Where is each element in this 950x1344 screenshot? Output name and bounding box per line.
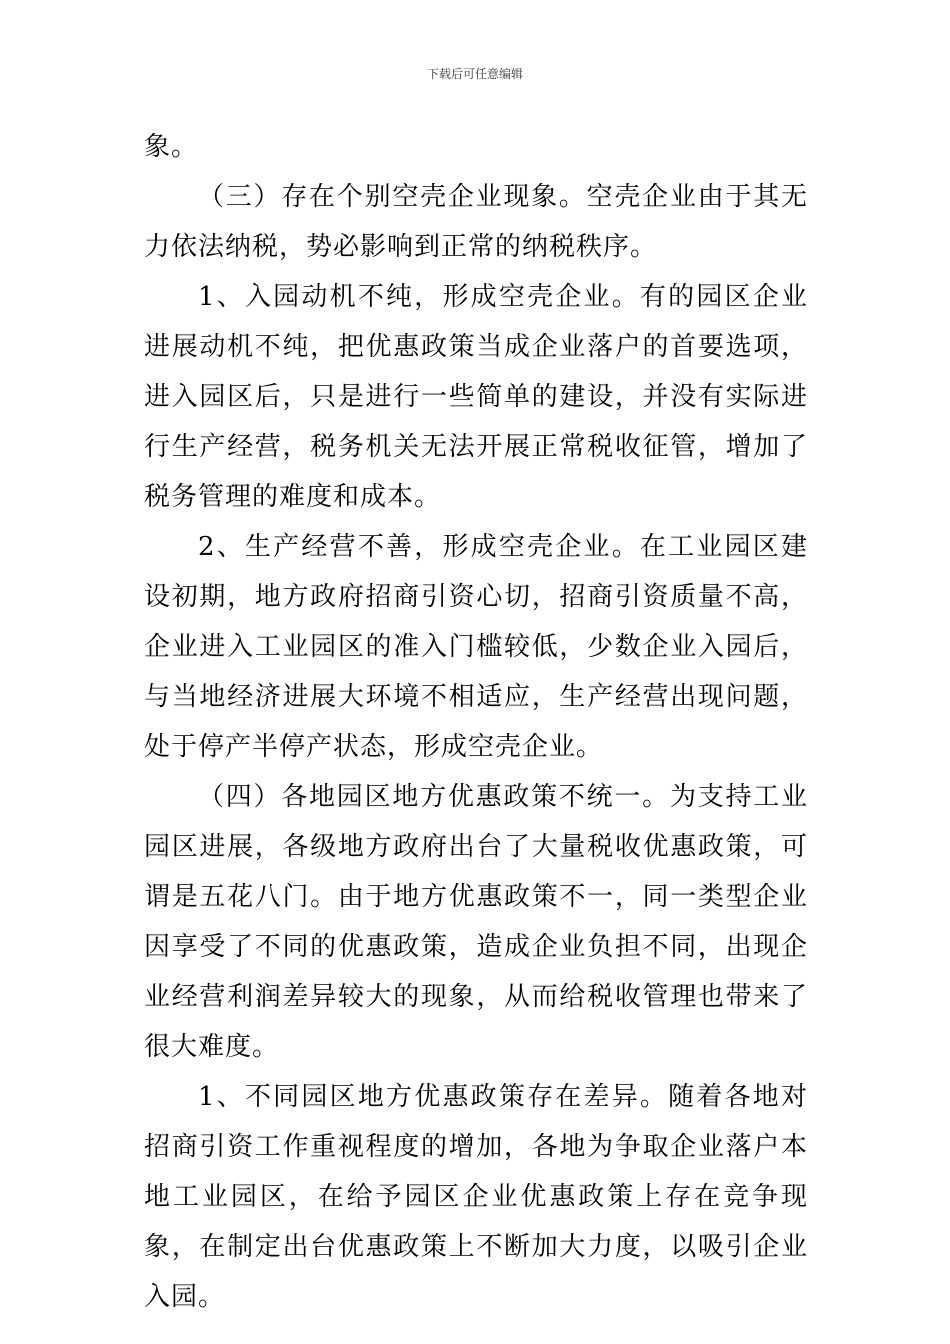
paragraph-continuation: 象。 — [144, 132, 199, 162]
paragraph-section-3-item-1: 1、入园动机不纯，形成空壳企业。有的园区企业进展动机不纯，把优惠政策当成企业落户的首要选项，进入园区后，只是进行一些简单的建设，并没有实际进行生产经营，税务机关无法开展正常税收征管，增加了税务管理的难度和成本。 — [144, 282, 808, 512]
paragraph-section-3-item-2: 2、生产经营不善，形成空壳企业。在工业园区建设初期，地方政府招商引资心切，招商引资质量不高，企业进入工业园区的准入门槛较低，少数企业入园后，与当地经济进展大环境不相适应，生产经营出现问题，处于停产半停产状态，形成空壳企业。 — [144, 532, 808, 762]
paragraph-section-4: （四）各地园区地方优惠政策不统一。为支持工业园区进展，各级地方政府出台了大量税收优惠政策，可谓是五花八门。由于地方优惠政策不一，同一类型企业因享受了不同的优惠政策，造成企业负担不同，出现企业经营利润差异较大的现象，从而给税收管理也带来了很大难度。 — [144, 782, 808, 1062]
document-body — [144, 122, 808, 1322]
paragraph-section-3: （三）存在个别空壳企业现象。空壳企业由于其无力依法纳税，势必影响到正常的纳税秩序。 — [144, 182, 808, 262]
paragraph-section-4-item-1: 1、不同园区地方优惠政策存在差异。随着各地对招商引资工作重视程度的增加，各地为争取企业落户本地工业园区，在给予园区企业优惠政策上存在竞争现象，在制定出台优惠政策上不断加大力度，以吸引企业入园。 — [144, 1082, 808, 1312]
page-header-note: 下载后可任意编辑 — [426, 67, 523, 81]
